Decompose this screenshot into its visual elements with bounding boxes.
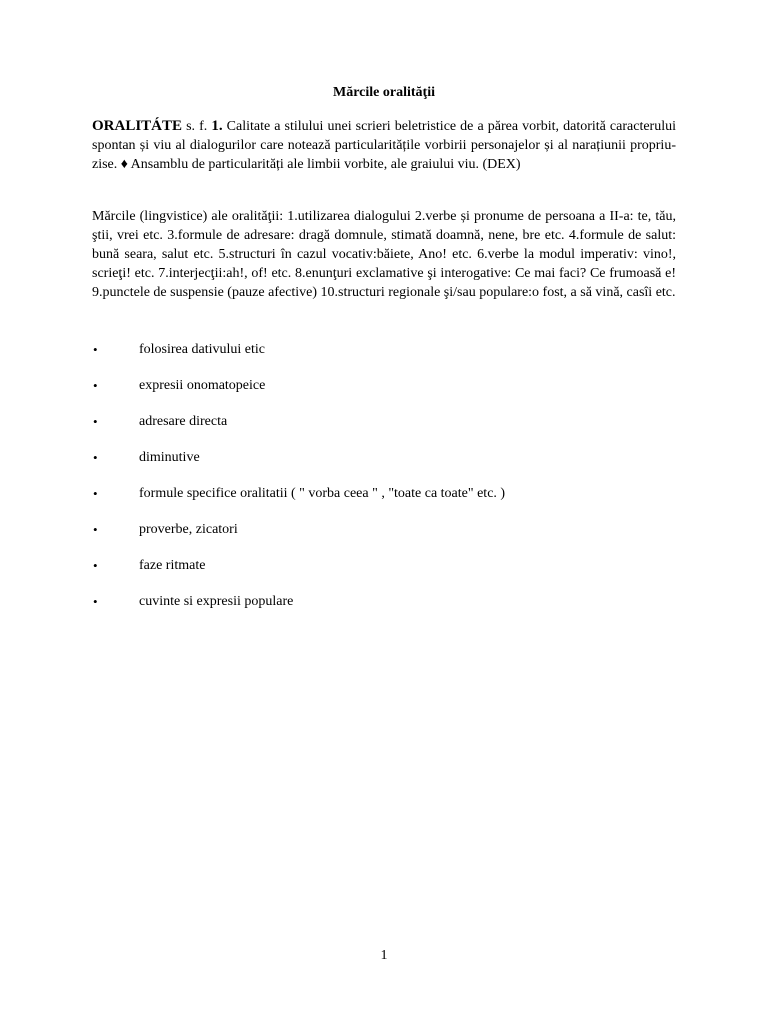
bullet-icon: •: [93, 414, 98, 429]
list-item-text: expresii onomatopeice: [139, 378, 266, 393]
list-item-text: folosirea dativului etic: [139, 342, 265, 357]
sense-number: 1.: [211, 118, 223, 134]
list-item: [92, 412, 676, 448]
list-item-text: cuvinte si expresii populare: [139, 594, 294, 609]
marks-paragraph: Mărcile (lingvistice) ale oralităţii: 1.utilizarea dialogului 2.verbe și pronume de persoana a II-a: te, tău, ştii, vrei etc. 3.formule de adresare: dragă domnule, stimată doamnă, nene, bre etc. 4.formule de salut: bună seara, salut etc. 5.structuri în cazul vocativ:băiete, Ano! etc. 6.verbe la modul imperativ: vino!, scrieţi! etc. 7.interjecţii:ah!, of! etc. 8.enunţuri exclamative şi interogative: Ce mai faci? Ce frumoasă e! 9.punctele de suspensie (pauze afective) 10.structuri regionale şi/sau populare:o fost, a să vină, casîi etc.: [92, 209, 676, 300]
list-item-text: adresare directa: [139, 414, 228, 429]
bullet-list: [92, 340, 676, 628]
list-item-text: formule specifice oralitatii ( " vorba ceea " , "toate ca toate" etc. ): [139, 486, 506, 501]
list-item-text: faze ritmate: [139, 558, 206, 573]
list-item: [92, 592, 676, 628]
list-item: [92, 376, 676, 412]
page-title: Mărcile oralităţii: [333, 85, 435, 100]
bullet-icon: •: [93, 450, 98, 465]
bullet-icon: •: [93, 558, 98, 573]
bullet-icon: •: [93, 378, 98, 393]
bullet-icon: •: [93, 342, 98, 357]
list-item: [92, 484, 676, 520]
part-of-speech: s. f.: [182, 119, 212, 134]
list-item: [92, 556, 676, 592]
headword: ORALITÁTE: [92, 118, 183, 134]
list-item: [92, 340, 676, 376]
definition-text: Calitate a stilului unei scrieri beletristice de a părea vorbit, datorită caracterului spontan și viu al dialogurilor care notează particularitățile vorbirii personajelor și al narațiunii propriu-zise. ♦ Ansamblu de particularități ale limbii vorbite, ale graiului viu. (DEX): [92, 119, 676, 172]
list-item: [92, 448, 676, 484]
list-item-text: proverbe, zicatori: [139, 522, 238, 537]
definition-paragraph: [92, 117, 676, 174]
page-number: 1: [380, 948, 388, 963]
list-item-text: diminutive: [139, 450, 200, 465]
bullet-icon: •: [93, 522, 98, 537]
list-item: [92, 520, 676, 556]
bullet-icon: •: [93, 486, 98, 501]
bullet-icon: •: [93, 594, 98, 609]
